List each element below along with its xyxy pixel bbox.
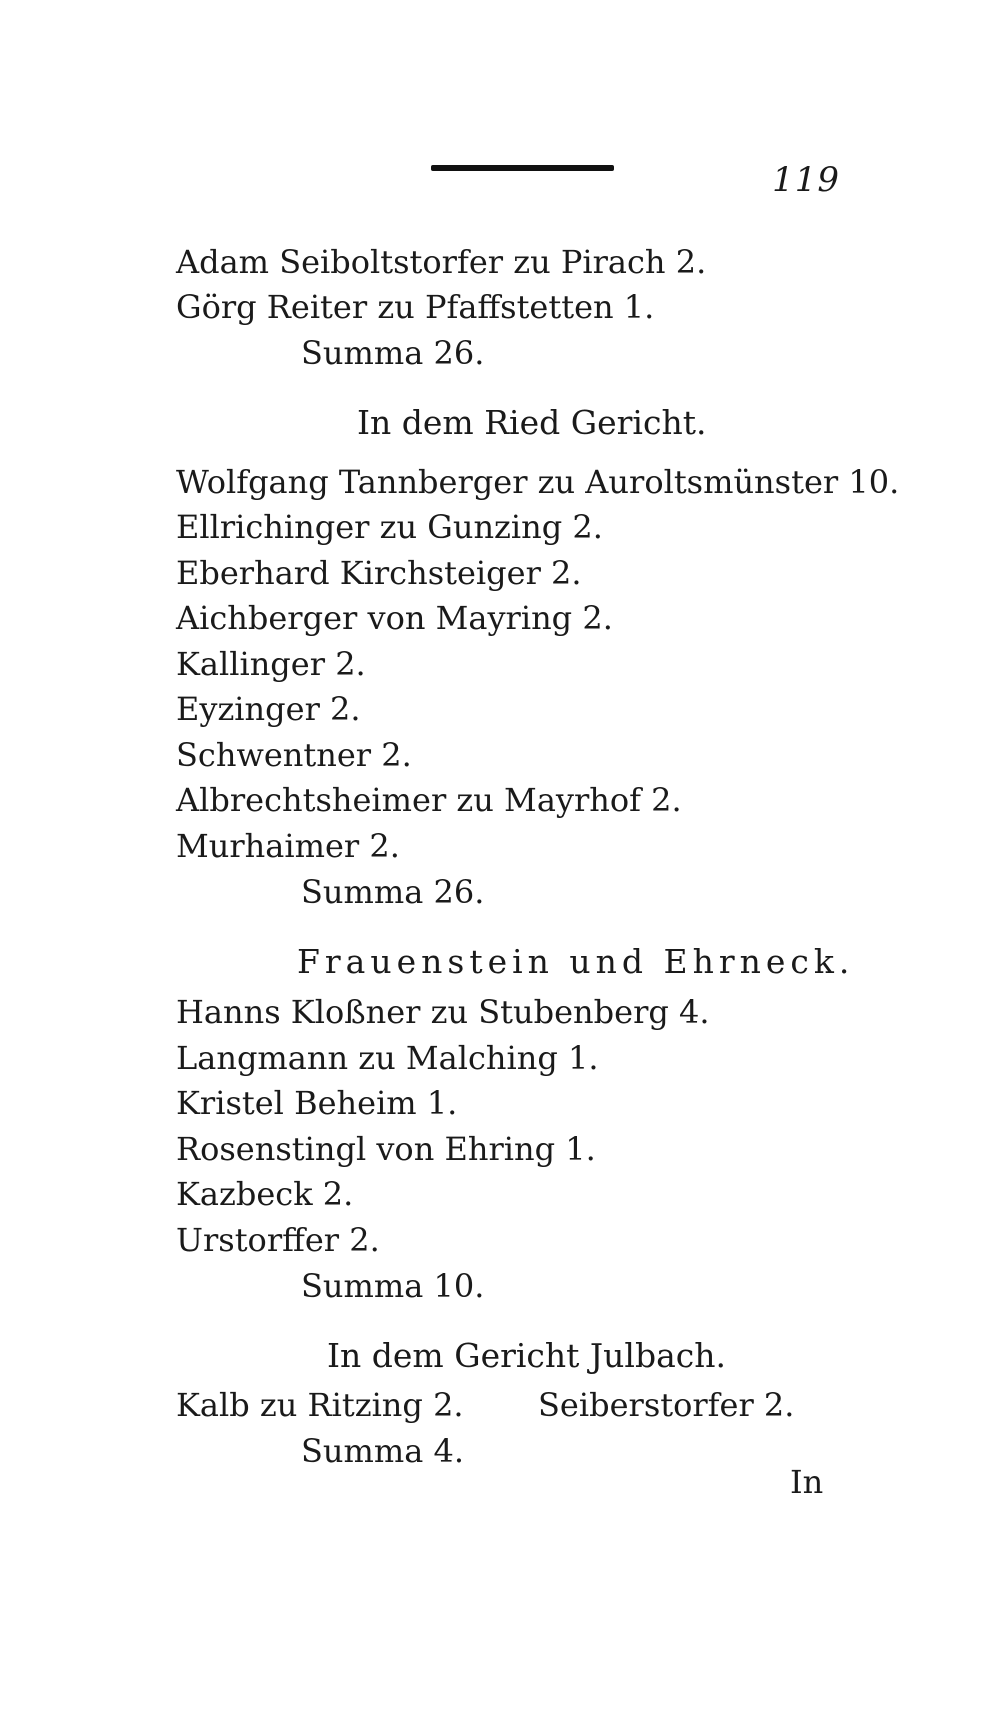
- list-item: Hanns Kloßner zu Stubenberg 4.: [176, 993, 710, 1031]
- summa-total: Summa 10.: [301, 1267, 485, 1305]
- page-number: 119: [772, 160, 840, 200]
- summa-total: Summa 26.: [301, 873, 485, 911]
- catchword: In: [790, 1463, 824, 1501]
- list-item: Görg Reiter zu Pfaffstetten 1.: [176, 288, 655, 326]
- list-item: Wolfgang Tannberger zu Auroltsmünster 10.: [176, 463, 900, 501]
- section-heading: In dem Ried Gericht.: [357, 403, 707, 442]
- list-item: Langmann zu Malching 1.: [176, 1039, 599, 1077]
- section-heading: In dem Gericht Julbach.: [327, 1336, 726, 1375]
- list-item: Aichberger von Mayring 2.: [176, 599, 613, 637]
- list-item: Kallinger 2.: [176, 645, 366, 683]
- list-item: Ellrichinger zu Gunzing 2.: [176, 508, 603, 546]
- header-rule: [431, 165, 614, 171]
- section-heading: Frauenstein und Ehrneck.: [297, 942, 855, 981]
- list-item: Eberhard Kirchsteiger 2.: [176, 554, 582, 592]
- summa-total: Summa 4.: [301, 1432, 464, 1470]
- list-item: Kalb zu Ritzing 2.: [176, 1386, 464, 1424]
- list-item: Albrechtsheimer zu Mayrhof 2.: [176, 781, 682, 819]
- list-item: Eyzinger 2.: [176, 690, 361, 728]
- summa-total: Summa 26.: [301, 334, 485, 372]
- list-item: Rosenstingl von Ehring 1.: [176, 1130, 596, 1168]
- list-item-right-column: Seiberstorfer 2.: [538, 1386, 795, 1424]
- list-item: Murhaimer 2.: [176, 827, 400, 865]
- list-item: Urstorffer 2.: [176, 1221, 380, 1259]
- list-item: Adam Seiboltstorfer zu Pirach 2.: [176, 243, 707, 281]
- list-item: Kazbeck 2.: [176, 1175, 354, 1213]
- list-item: Kristel Beheim 1.: [176, 1084, 458, 1122]
- list-item: Schwentner 2.: [176, 736, 412, 774]
